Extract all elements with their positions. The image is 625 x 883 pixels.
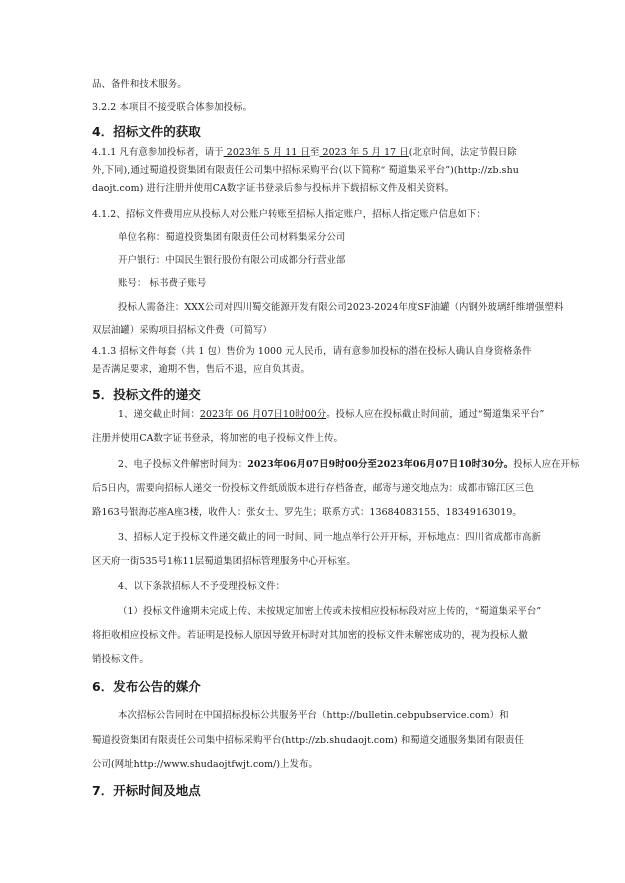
text-line: 公司(网址http://www.shudaojtfwjt.com/)上发布。 (92, 759, 318, 770)
text-line: 双层油罐）采购项目招标文件费（可简写） (92, 325, 273, 336)
section-heading-6: 6．发布公告的媒介 (92, 679, 201, 694)
decryption-time: 2023年06月07日9时00分至2023年06月07日10时30分。 (247, 459, 514, 470)
text-line: 区天府一街535号1栋11层蜀道集团招标管理服务中心开标室。 (92, 556, 356, 567)
text-line: 蜀道投资集团有限责任公司集中招标采购平台(http://zb.shudaojt.com) 和蜀道交通服务集团有限责任 (92, 735, 525, 746)
end-date: 2023 年 5 月 17 日 (319, 147, 409, 158)
start-date: 2023年 5 月 11 日 (223, 147, 310, 158)
submission-deadline: 2023年 06 月07日10时00分 (199, 409, 327, 420)
text-line: 3.2.2 本项目不接受联合体参加投标。 (92, 102, 253, 113)
text-line: 1、递交截止时间：2023年 06 月07日10时00分。投标人应在投标截止时间前，通过“蜀道集采平台” (118, 409, 545, 420)
text-line: 注册并使用CA数字证书登录，将加密的电子投标文件上传。 (92, 433, 344, 444)
text-line: 外,下同),通过蜀道投资集团有限责任公司集中招标采购平台(以下简称“ 蜀道集采平台”)(http://zb.shu (92, 165, 519, 176)
section-heading-5: 5．投标文件的递交 (92, 387, 201, 402)
text-line: 4.1.1 凡有意参加投标者，请于 2023年 5 月 11 日至 2023 年 5 月 17 日(北京时间，法定节假日除 (92, 147, 517, 158)
text-line: 将拒收相应投标文件。若证明是投标人原因导致开标时对其加密的投标文件未解密成功的，视为投标人撤 (92, 630, 528, 641)
text-line: （1）投标文件逾期未完成上传、未按规定加密上传或未按相应投标标段对应上传的，“蜀道集采平台” (118, 606, 542, 617)
text-line: daojt.com) 进行注册并使用CA数字证书登录后参与投标并下载招标文件及相关资料。 (92, 183, 455, 194)
text-line: 路163号银海芯座A座3楼，收件人：张女士、罗先生；联系方式：13684083155、18349163019。 (92, 507, 522, 518)
text-line: 后5日内，需要向招标人递交一份投标文件纸质版本进行存档备查，邮寄与递交地点为：成都市锦江区三色 (92, 483, 534, 494)
text-line: 账号： 标书费子账号 (118, 278, 207, 289)
text-line: 销投标文件。 (92, 654, 149, 665)
text-line: 3、招标人定于投标文件递交截止的同一时间、同一地点举行公开开标，开标地点：四川省成都市高新 (118, 532, 541, 543)
section-heading-4: 4．招标文件的获取 (92, 124, 201, 139)
text-line: 4.1.3 招标文件每套（共 1 包）售价为 1000 元人民币，请有意参加投标的潜在投标人确认自身资格条件 (92, 346, 532, 357)
text-line: 本次招标公告同时在中国招标投标公共服务平台（http://bulletin.cebpubservice.com）和 (118, 710, 509, 721)
text-line: 是否满足要求，逾期不售，售后不退，应自负其责。 (92, 364, 310, 375)
text-line: 2、电子投标文件解密时间为：2023年06月07日9时00分至2023年06月07日10时30分。投标人应在开标 (118, 459, 580, 470)
section-heading-7: 7．开标时间及地点 (92, 783, 201, 798)
text-line: 品、备件和技术服务。 (92, 79, 187, 90)
text-line: 单位名称：蜀道投资集团有限责任公司材料集采分公司 (118, 232, 346, 243)
text-line: 4.1.2、招标文件费用应从投标人对公账户转账至招标人指定账户，招标人指定账户信息如下： (92, 209, 486, 220)
text-line: 开户银行：中国民生银行股份有限公司成都分行营业部 (118, 255, 346, 266)
text-line: 4、以下条款招标人不予受理投标文件： (118, 581, 286, 592)
text-line: 投标人需备注：XXX公司对四川蜀交能源开发有限公司2023-2024年度SF油罐（内钢外玻璃纤维增强塑料 (118, 302, 564, 313)
